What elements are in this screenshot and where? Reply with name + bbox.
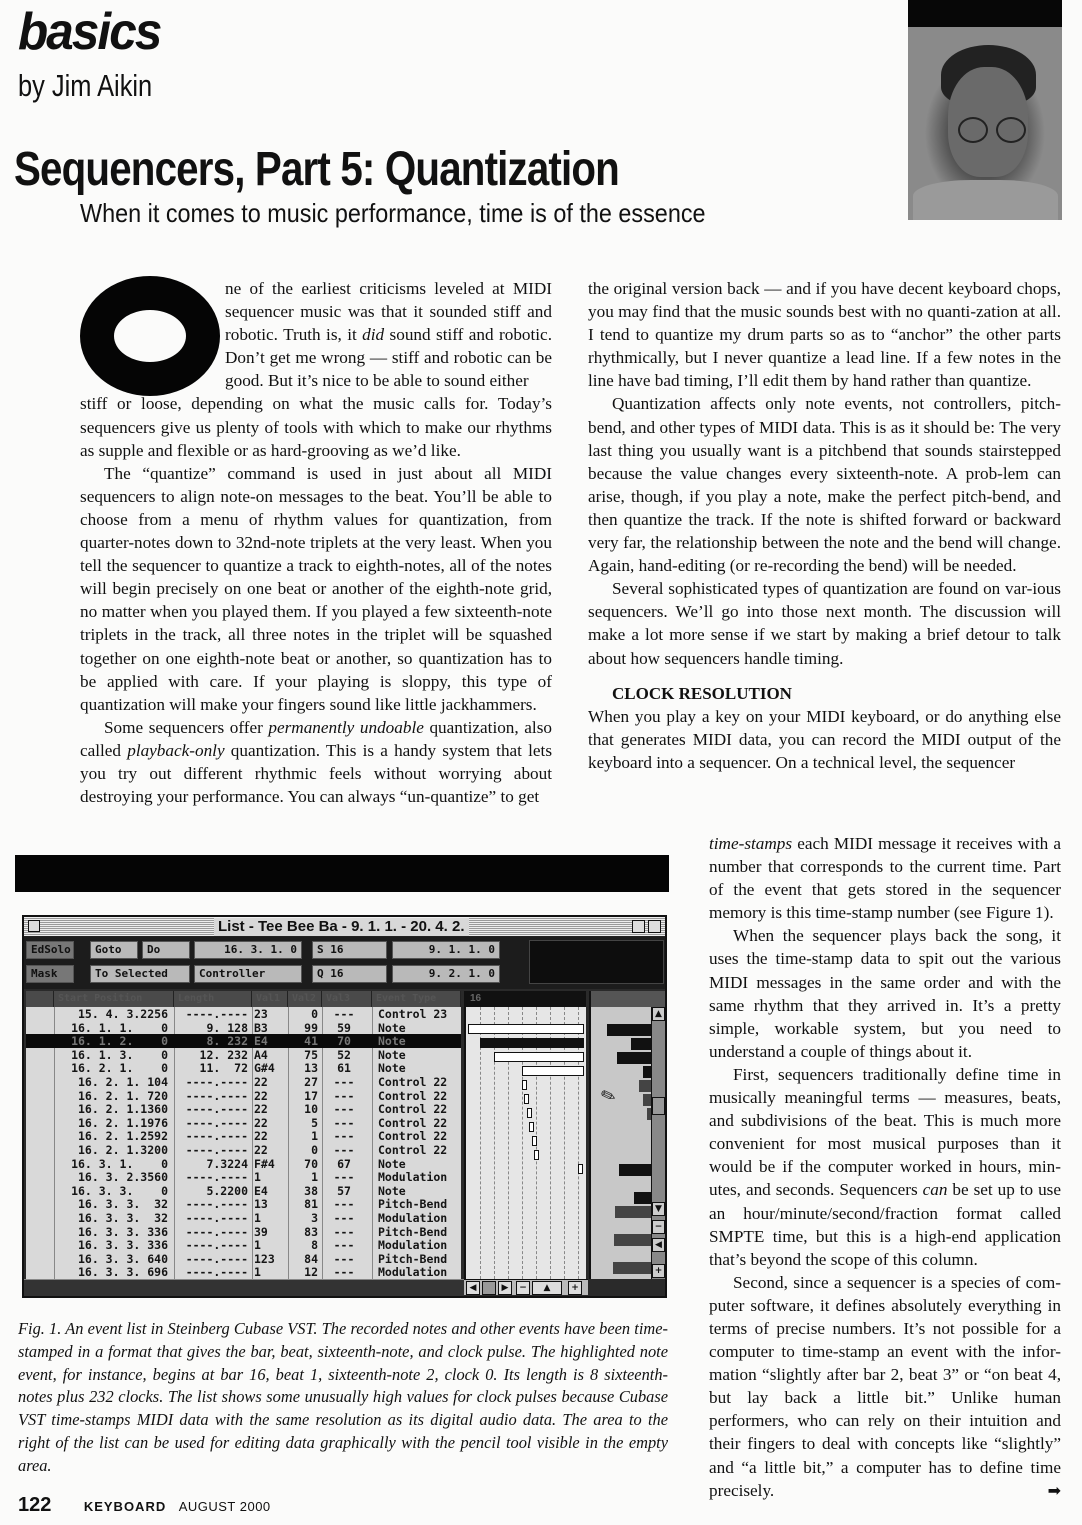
event-row[interactable]: [26, 1061, 461, 1075]
cell-val3[interactable]: ---: [333, 1088, 355, 1103]
scroll-up-arrow-icon[interactable]: ▲: [652, 1007, 665, 1021]
cell-type[interactable]: Note: [378, 1183, 406, 1198]
cell-val2[interactable]: 12: [304, 1265, 318, 1280]
note-bar[interactable]: [522, 1066, 584, 1076]
cell-start[interactable]: 16. 3. 3. 32: [77, 1197, 168, 1212]
scroll-right-arrow-icon[interactable]: ▶: [498, 1281, 512, 1295]
cell-val1[interactable]: 22: [254, 1129, 268, 1144]
song-position-field[interactable]: 16. 3. 1. 0: [194, 941, 302, 959]
cell-start[interactable]: 16. 2. 1.1976: [77, 1115, 168, 1130]
cell-start[interactable]: 16. 2. 1.2592: [77, 1129, 168, 1144]
zoom-in-vertical-icon[interactable]: +: [652, 1264, 665, 1278]
event-row[interactable]: [26, 1075, 461, 1089]
paragraph-3: Some sequencers offer permanently undoable quantization, also called playback-only quantization. This is a handy system that lets you try out different rhythmic feels without worrying about destroying your performance. You can always “un-quantize” to get: [80, 717, 553, 807]
col-header-blank: [26, 991, 54, 1007]
cell-type[interactable]: Control 23: [378, 1007, 448, 1021]
cell-val1[interactable]: 22: [254, 1075, 268, 1089]
window-collapse-box[interactable]: [648, 920, 661, 933]
cell-length[interactable]: ----.----: [185, 1102, 248, 1117]
cell-val1[interactable]: 22: [254, 1088, 268, 1103]
paragraph-7: When you play a key on your MIDI keyboard, or do anything else that generates MIDI data, you can record the MIDI output of the keyboard into a sequencer. On a technical level, the sequencer: [588, 706, 1061, 772]
cell-val3[interactable]: ---: [333, 1102, 355, 1117]
cell-val3[interactable]: 59: [337, 1020, 351, 1035]
cell-length[interactable]: 8. 232: [206, 1034, 248, 1049]
paragraph-8: time-stamps each MIDI message it receives with a number that corresponds to the current time. Part of the event that gets stored in the sequencer memory is this time-stamp number (see Figure 1).: [709, 834, 1061, 923]
event-row[interactable]: [26, 1252, 461, 1266]
list-column-headers: [26, 991, 461, 1007]
page-number: 122: [18, 1494, 52, 1516]
event-row[interactable]: [26, 1170, 461, 1184]
cell-val3[interactable]: ---: [333, 1143, 355, 1157]
right-locator-field[interactable]: 9. 2. 1. 0: [392, 965, 500, 983]
window-title: List - Tee Bee Ba - 9. 1. 1. - 20. 4. 2.: [214, 918, 469, 936]
event-row[interactable]: [26, 1157, 461, 1171]
event-row[interactable]: [26, 1211, 461, 1225]
cell-val3[interactable]: ---: [333, 1197, 355, 1212]
cell-val1[interactable]: B3: [254, 1020, 268, 1035]
cell-val2[interactable]: 10: [304, 1102, 318, 1117]
cell-val3[interactable]: 67: [337, 1156, 351, 1171]
cell-start[interactable]: 16. 2. 1. 720: [77, 1088, 168, 1103]
cell-val2[interactable]: 84: [304, 1251, 318, 1266]
window-titlebar[interactable]: [24, 917, 665, 937]
cell-length[interactable]: ----.----: [185, 1251, 248, 1266]
controller-event-box[interactable]: [529, 1122, 534, 1132]
magazine-name: KEYBOARD: [83, 1499, 167, 1514]
window-close-box[interactable]: [28, 920, 40, 932]
cell-val1[interactable]: 1: [254, 1238, 261, 1253]
scroll-down-arrow-icon[interactable]: ▼: [652, 1202, 665, 1216]
cell-val2[interactable]: 17: [304, 1088, 318, 1103]
pencil-tool-icon[interactable]: ✎: [597, 1084, 620, 1109]
event-row[interactable]: [26, 1265, 461, 1279]
cell-type[interactable]: Control 22: [378, 1102, 448, 1117]
scroll-thumb[interactable]: [652, 1097, 665, 1115]
col-header-val3[interactable]: Val3: [322, 991, 372, 1007]
mask-menu[interactable]: Mask: [26, 965, 74, 983]
cell-type[interactable]: Note: [378, 1020, 406, 1035]
cell-length[interactable]: ----.----: [185, 1129, 248, 1144]
cell-val1[interactable]: 39: [254, 1224, 268, 1239]
list-bottom-bar: [24, 1279, 464, 1296]
cell-length[interactable]: 11. 72: [199, 1061, 248, 1076]
grid-ruler: 16: [466, 991, 586, 1007]
cell-val1[interactable]: A4: [254, 1047, 268, 1062]
cell-val2[interactable]: 99: [304, 1020, 318, 1035]
cell-val2[interactable]: 3: [311, 1211, 318, 1225]
cell-val2[interactable]: 13: [304, 1061, 318, 1076]
cell-length[interactable]: 7.3224: [206, 1156, 248, 1171]
controller-event-box[interactable]: [532, 1136, 537, 1146]
cell-type[interactable]: Pitch-Bend: [378, 1197, 448, 1212]
col-header-type[interactable]: Event Type: [372, 991, 461, 1007]
cell-val3[interactable]: 70: [337, 1034, 351, 1049]
horizontal-scrollbar[interactable]: [464, 1279, 588, 1295]
cell-val2[interactable]: 41: [304, 1034, 318, 1049]
cell-start[interactable]: 15. 4. 3.2256: [77, 1007, 168, 1021]
cell-type[interactable]: Note: [378, 1156, 406, 1171]
cell-type[interactable]: Control 22: [378, 1129, 448, 1144]
event-row[interactable]: [26, 1102, 461, 1116]
cell-val1[interactable]: E4: [254, 1183, 268, 1198]
cell-length[interactable]: 5.2200: [206, 1183, 248, 1198]
event-row[interactable]: [26, 1225, 461, 1239]
quantize-field[interactable]: Q 16: [312, 965, 387, 983]
page-footer: [18, 1494, 271, 1517]
cell-val3[interactable]: ---: [333, 1251, 355, 1266]
controller-event-box[interactable]: [524, 1094, 529, 1104]
cell-length[interactable]: ----.----: [185, 1075, 248, 1089]
paragraph-1: [80, 277, 552, 392]
do-menu[interactable]: Do: [142, 941, 190, 959]
cell-val3[interactable]: ---: [333, 1265, 355, 1280]
note-bar-selected[interactable]: [480, 1038, 584, 1048]
issue-date: AUGUST 2000: [178, 1499, 271, 1514]
cell-type[interactable]: Pitch-Bend: [378, 1251, 448, 1266]
cell-val3[interactable]: ---: [333, 1007, 355, 1021]
snap-field[interactable]: S 16: [312, 941, 387, 959]
col-header-val2[interactable]: Val2: [288, 991, 322, 1007]
cell-val2[interactable]: 38: [304, 1183, 318, 1198]
edsolo-button[interactable]: EdSolo: [26, 941, 74, 959]
paragraph-2: The “quantize” command is used in just about all MIDI sequencers to align note-on messages to the beat. You’ll be able to choose from a menu of rhythm values for quantization, from quarter-notes down to 32nd-note triplets at the very least. When you tell the sequencer to quantize a track to eighth-notes, all of the notes will begin precisely on one beat or another of the eighth-note grid, no matter when you played them. If you played a few sixteenth-note triplets in the track, all three notes in the triplet will be squashed together on one eighth-note beat or another, so quantization has to be applied with care. If your playing is sloppy, this type of quantization will make your fingers sound like little jackhammers.: [80, 463, 552, 714]
subhead-clock-resolution: CLOCK RESOLUTION: [612, 683, 792, 703]
cell-length[interactable]: ----.----: [185, 1211, 248, 1225]
byline: by Jim Aikin: [18, 68, 153, 103]
scroll-left-arrow-icon[interactable]: ◀: [466, 1281, 480, 1295]
note-bar[interactable]: [494, 1052, 584, 1062]
cell-start[interactable]: 16. 2. 1.3200: [77, 1143, 168, 1157]
cell-type[interactable]: Control 22: [378, 1088, 448, 1103]
event-row[interactable]: [26, 1143, 461, 1157]
controller-event-box[interactable]: [534, 1150, 539, 1160]
event-row-selected[interactable]: [26, 1034, 461, 1048]
cell-length[interactable]: ----.----: [185, 1007, 248, 1021]
cell-val2[interactable]: 5: [311, 1115, 318, 1130]
cell-length[interactable]: 9. 128: [206, 1020, 248, 1035]
cell-val2[interactable]: 0: [311, 1007, 318, 1021]
paragraph-1-cont: stiff or loose, depending on what the music calls for. Today’s sequencers give us plenty of tools with which to make our rhythms as supple and flexible or as hard-grooving as we’d like.: [80, 394, 552, 460]
zoom-out-horizontal-icon[interactable]: −: [516, 1281, 530, 1295]
cell-type[interactable]: Control 22: [378, 1143, 448, 1157]
cell-type[interactable]: Modulation: [378, 1265, 448, 1280]
event-grid-display[interactable]: [464, 991, 586, 1279]
cell-start[interactable]: 16. 1. 2. 0: [71, 1034, 168, 1049]
article-title: Sequencers, Part 5: Quantization: [14, 143, 619, 196]
section-kicker: basics: [18, 3, 161, 61]
col-header-start[interactable]: Start Position: [54, 991, 174, 1007]
cell-length[interactable]: ----.----: [185, 1143, 248, 1157]
goto-menu[interactable]: Goto: [90, 941, 138, 959]
cell-val3[interactable]: ---: [333, 1075, 355, 1089]
article-column-right: [588, 277, 1061, 774]
cell-type[interactable]: Note: [378, 1034, 406, 1049]
cell-val2[interactable]: 1: [311, 1129, 318, 1144]
cell-start[interactable]: 16. 1. 3. 0: [71, 1047, 168, 1062]
cell-val1[interactable]: 123: [254, 1251, 275, 1266]
window-zoom-box[interactable]: [632, 920, 645, 933]
cell-start[interactable]: 16. 1. 1. 0: [71, 1020, 168, 1035]
article-column-right-narrow: [709, 832, 1061, 1502]
cell-length[interactable]: ----.----: [185, 1115, 248, 1130]
cell-val3[interactable]: ---: [333, 1129, 355, 1144]
cell-start[interactable]: 16. 3. 2.3560: [77, 1170, 168, 1185]
cell-val3[interactable]: 61: [337, 1061, 351, 1076]
event-row[interactable]: [26, 1129, 461, 1143]
cell-start[interactable]: 16. 2. 1. 0: [71, 1061, 168, 1076]
cell-val3[interactable]: 57: [337, 1183, 351, 1198]
cell-type[interactable]: Control 22: [378, 1075, 448, 1089]
col-header-val1[interactable]: Val1: [252, 991, 288, 1007]
cell-length[interactable]: ----.----: [185, 1170, 248, 1185]
event-row[interactable]: [26, 1197, 461, 1211]
cell-start[interactable]: 16. 3. 3. 32: [77, 1211, 168, 1225]
cell-length[interactable]: ----.----: [185, 1238, 248, 1253]
cell-val3[interactable]: ---: [333, 1224, 355, 1239]
col-header-length[interactable]: Length: [174, 991, 252, 1007]
cell-val1[interactable]: E4: [254, 1034, 268, 1049]
cell-start[interactable]: 16. 2. 1. 104: [77, 1075, 168, 1089]
cell-val1[interactable]: 1: [254, 1211, 261, 1225]
display-panel: [529, 940, 664, 984]
cell-val3[interactable]: ---: [333, 1170, 355, 1185]
cell-val1[interactable]: 13: [254, 1197, 268, 1212]
author-portrait: [908, 27, 1062, 220]
controller-edit-area[interactable]: [589, 991, 665, 1279]
cell-val3[interactable]: ---: [333, 1211, 355, 1225]
cell-val1[interactable]: 1: [254, 1265, 261, 1280]
event-row[interactable]: [26, 1089, 461, 1103]
event-row[interactable]: [26, 1021, 461, 1035]
event-row[interactable]: [26, 1048, 461, 1062]
cell-val1[interactable]: F#4: [254, 1156, 275, 1171]
event-row[interactable]: [26, 1184, 461, 1198]
figure-caption: Fig. 1. An event list in Steinberg Cubase VST. The recorded notes and other events have been time-stamped in a format that gives the bar, beat, sixteenth-note, and clock pulse. The highlighted note event, for instance, begins at bar 16, beat 1, sixteenth-note 2, clock 0. Its length is 8 sixteenth-notes plus 232 clocks. The list shows some unusually high values for clock pulses because Cubase VST time-stamps MIDI data with the same resolution as its digital audio data. The area to the right of the list can be used for editing data graphically with the pencil tool visible in the empty area.: [18, 1319, 668, 1475]
cell-val3[interactable]: ---: [333, 1238, 355, 1253]
to-selected-menu[interactable]: To Selected: [90, 965, 190, 983]
controller-event-box[interactable]: [527, 1108, 532, 1118]
cell-val2[interactable]: 81: [304, 1197, 318, 1212]
zoom-slider-horizontal-icon[interactable]: ▲: [532, 1281, 562, 1295]
p1-text: ne of the earliest criticisms leveled at MIDI sequencer music was that it sounded stiff and robotic. Truth is, it did sound stiff and robotic. Don’t get me wrong — stiff and robotic can be good. But it’s nice to be able to sound either: [225, 279, 552, 391]
event-row[interactable]: [26, 1238, 461, 1252]
continued-arrow-icon: ➡: [1047, 1480, 1061, 1500]
cell-val3[interactable]: ---: [333, 1115, 355, 1130]
vertical-scrollbar[interactable]: [651, 1007, 665, 1279]
left-locator-field[interactable]: 9. 1. 1. 0: [392, 941, 500, 959]
paragraph-4: the original version back — and if you have decent keyboard chops, you may find that the music sounds best with no quanti-zation at all. I tend to quantize my drum parts so as to “anchor” the other parts rhythmically, but I never quantize a lead line. If a few notes in the line have bad timing, I’ll edit them by hand rather than quantize.: [588, 279, 1061, 391]
event-row[interactable]: [26, 1116, 461, 1130]
paragraph-6: Several sophisticated types of quantization are found on var-ious sequencers. We’ll go into those next month. The discussion will make a lot more sense if we start by making a brief detour to talk about how sequencers handle timing.: [588, 579, 1061, 668]
h-scroll-thumb[interactable]: [482, 1281, 496, 1295]
cell-start[interactable]: 16. 3. 3. 696: [77, 1265, 168, 1280]
paragraph-5: Quantization affects only note events, not controllers, pitch-bend, and other types of MIDI data. This is as it should be: The very last thing you usually want is a pitchbend that sounds stairstepped because the value changes every sixteenth-note. A prob-lem can arise, though, if you play a note, make the perfect pitch-bend, and then quantize the track. If the note is shifted forward or backward very far, the relationship between the note and the bend will change. Again, hand-editing (or re-recording the bend) will be needed.: [588, 394, 1061, 576]
controller-event-box[interactable]: [578, 1164, 583, 1174]
cell-length[interactable]: ----.----: [185, 1088, 248, 1103]
cell-val1[interactable]: 23: [254, 1007, 268, 1021]
cell-val2[interactable]: 8: [311, 1238, 318, 1253]
cell-type[interactable]: Pitch-Bend: [378, 1224, 448, 1239]
list-toolbar: [24, 937, 665, 989]
event-row[interactable]: [26, 1007, 461, 1021]
cell-val1[interactable]: 1: [254, 1170, 261, 1185]
cell-start[interactable]: 16. 3. 1. 0: [71, 1156, 168, 1171]
cell-start[interactable]: 16. 2. 1.1360: [77, 1102, 168, 1117]
article-dek: When it comes to music performance, time is of the essence: [80, 198, 706, 228]
cell-val2[interactable]: 70: [304, 1156, 318, 1171]
figure-header-bar: [15, 855, 669, 892]
cell-start[interactable]: 16. 3. 3. 336: [77, 1238, 168, 1253]
cell-type[interactable]: Note: [378, 1047, 406, 1062]
cell-type[interactable]: Modulation: [378, 1170, 448, 1185]
cell-val1[interactable]: 22: [254, 1115, 268, 1130]
paragraph-10: First, sequencers traditionally define time in musically meaningful terms — measures, beats, and subdivisions of the beat. This is much more convenient for most musical purposes than it would be if the computer worked in hours, min-utes, and seconds. Sequencers can be set up to use an hour/minute/second/fraction format called SMPTE time, but this is a high-end application that’s beyond the scope of this column.: [709, 1064, 1061, 1269]
cell-type[interactable]: Modulation: [378, 1211, 448, 1225]
cell-val2[interactable]: 83: [304, 1224, 318, 1239]
article-column-left: [80, 277, 552, 808]
controller-menu[interactable]: Controller: [194, 965, 302, 983]
cell-type[interactable]: Modulation: [378, 1238, 448, 1253]
cell-start[interactable]: 16. 3. 3. 0: [71, 1183, 168, 1198]
cell-val1[interactable]: 22: [254, 1102, 268, 1117]
controller-event-box[interactable]: [522, 1080, 527, 1090]
author-photo: [908, 0, 1062, 220]
event-list: [26, 1007, 461, 1279]
photo-top-bar: [908, 0, 1062, 27]
cubase-list-window: [22, 915, 667, 1298]
zoom-slider-vertical-icon[interactable]: ◀: [652, 1238, 665, 1252]
cell-length[interactable]: 12. 232: [199, 1047, 248, 1062]
cell-length[interactable]: ----.----: [185, 1224, 248, 1239]
note-bar[interactable]: [468, 1024, 584, 1034]
cell-val3[interactable]: 52: [337, 1047, 351, 1062]
cell-val1[interactable]: 22: [254, 1143, 268, 1157]
paragraph-9: When the sequencer plays back the song, it uses the time-stamp data to spit out the various MIDI messages in the same order and with the same rhythm that they arrived in. It’s a pretty simple, workable system, but you need to understand a couple of things about it.: [709, 926, 1061, 1061]
cell-length[interactable]: ----.----: [185, 1265, 248, 1280]
cell-val2[interactable]: 0: [311, 1143, 318, 1157]
zoom-in-horizontal-icon[interactable]: +: [568, 1281, 582, 1295]
cell-val2[interactable]: 75: [304, 1047, 318, 1062]
cell-length[interactable]: ----.----: [185, 1197, 248, 1212]
cell-val2[interactable]: 1: [311, 1170, 318, 1185]
cell-val2[interactable]: 27: [304, 1075, 318, 1089]
paragraph-11: Second, since a sequencer is a species of com-puter software, it defines absolutely everything in terms of precise numbers. It’s not possible for a computer to time-stamp an event with the infor-mation “slightly after bar 2, beat 3” or “on beat 4, but lay back a little bit.” Unlike human performers, who can rely on their intuition and their fingers to deal with concepts like “slightly” and “a little bit,” a computer has to define time precisely. ➡: [709, 1271, 1061, 1502]
zoom-out-vertical-icon[interactable]: −: [652, 1220, 665, 1234]
cell-type[interactable]: Control 22: [378, 1115, 448, 1130]
cell-start[interactable]: 16. 3. 3. 336: [77, 1224, 168, 1239]
cell-val1[interactable]: G#4: [254, 1061, 275, 1076]
cell-start[interactable]: 16. 3. 3. 640: [77, 1251, 168, 1266]
cell-type[interactable]: Note: [378, 1061, 406, 1076]
